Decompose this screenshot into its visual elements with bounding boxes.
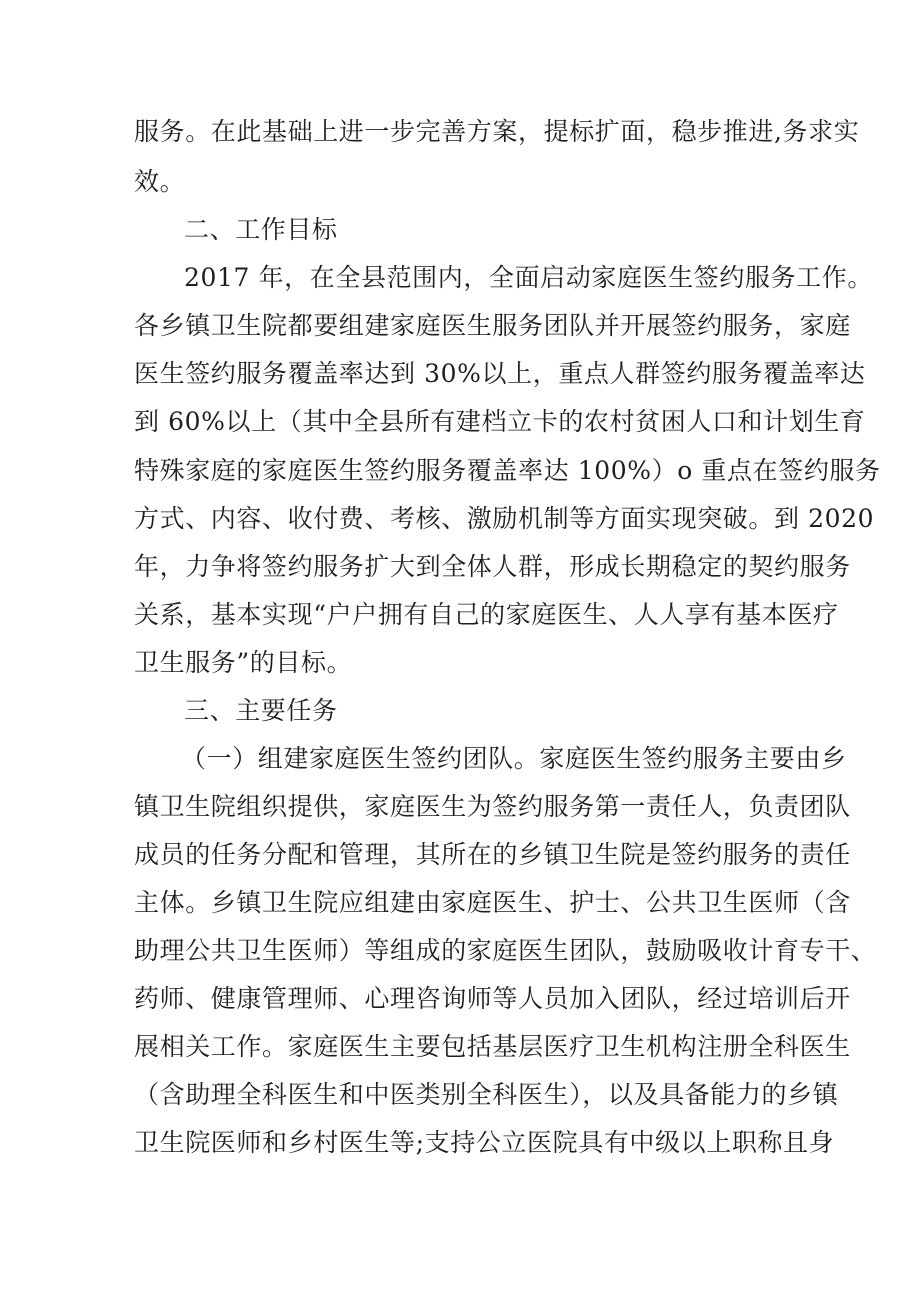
section-heading-work-goals: 二、工作目标 xyxy=(184,215,338,244)
paragraph-line: 年，力争将签约服务扩大到全体人群，形成长期稳定的契约服务 xyxy=(134,552,851,581)
paragraph-line: 卫生院医师和乡村医生等;支持公立医院具有中级以上职称且身 xyxy=(134,1128,835,1157)
paragraph-line: 到 60%以上（其中全县所有建档立卡的农村贫困人口和计划生育 xyxy=(134,407,866,436)
paragraph-line: 医生签约服务覆盖率达到 30%以上，重点人群签约服务覆盖率达 xyxy=(134,359,866,388)
paragraph-line: 药师、健康管理师、心理咨询师等人员加入团队，经过培训后开 xyxy=(134,984,851,1013)
paragraph-line: 卫生服务”的目标。 xyxy=(134,648,353,677)
paragraph-line: 助理公共卫生医师）等组成的家庭医生团队，鼓励吸收计育专干、 xyxy=(134,936,877,965)
paragraph-line: 服务。在此基础上进一步完善方案，提标扩面，稳步推进,务求实 xyxy=(134,117,860,146)
paragraph-line: （一）组建家庭医生签约团队。家庭医生签约服务主要由乡 xyxy=(181,744,847,773)
paragraph-line: 展相关工作。家庭医生主要包括基层医疗卫生机构注册全科医生 xyxy=(134,1032,851,1061)
section-heading-main-tasks: 三、主要任务 xyxy=(184,696,338,725)
paragraph-line: 各乡镇卫生院都要组建家庭医生服务团队并开展签约服务，家庭 xyxy=(134,311,851,340)
paragraph-line: 成员的任务分配和管理，其所在的乡镇卫生院是签约服务的责任 xyxy=(134,840,851,869)
paragraph-line: （含助理全科医生和中医类别全科医生），以及具备能力的乡镇 xyxy=(134,1080,839,1109)
paragraph-line: 方式、内容、收付费、考核、激励机制等方面实现突破。到 2020 xyxy=(134,504,875,533)
paragraph-line: 特殊家庭的家庭医生签约服务覆盖率达 100%）o 重点在签约服务 xyxy=(134,456,881,485)
paragraph-line: 效。 xyxy=(134,167,186,196)
paragraph-line: 镇卫生院组织提供，家庭医生为签约服务第一责任人，负责团队 xyxy=(134,792,851,821)
paragraph-line: 关系，基本实现“户户拥有自己的家庭医生、人人享有基本医疗 xyxy=(134,600,839,629)
paragraph-line: 主体。乡镇卫生院应组建由家庭医生、护士、公共卫生医师（含 xyxy=(134,888,851,917)
paragraph-line: 2017 年，在全县范围内，全面启动家庭医生签约服务工作。 xyxy=(184,263,873,292)
